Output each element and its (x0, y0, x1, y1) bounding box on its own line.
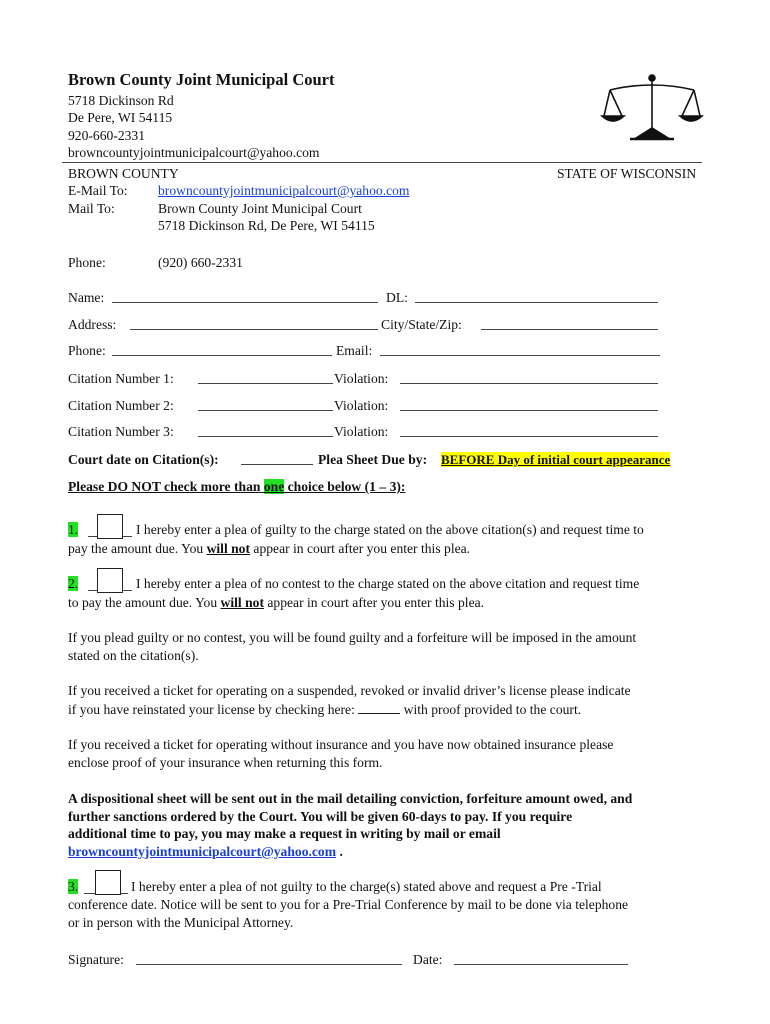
phone-label: Phone: (68, 255, 106, 270)
dispositional-notice-line1: A dispositional sheet will be sent out in the mail detailing conviction, forfeiture amount owed, and (68, 791, 633, 806)
email-to-link[interactable]: browncountyjointmunicipalcourt@yahoo.com (158, 183, 410, 198)
option1-number-label: 1. (68, 522, 79, 537)
option1-checkbox[interactable] (97, 514, 123, 539)
instruction-part-a: Please DO NOT check more than (68, 479, 264, 494)
date-field[interactable] (454, 964, 628, 965)
option2-text-line2 (68, 594, 484, 612)
choice-instruction (68, 478, 405, 496)
option1-text-line2 (68, 540, 470, 558)
option3-text-line3: or in person with the Municipal Attorney. (68, 915, 294, 930)
license-notice-text-b: if you have reinstated your license by checking here: (68, 702, 359, 717)
form-email-field[interactable] (380, 355, 660, 356)
instruction-part-b: choice below (1 – 3): (284, 479, 406, 494)
option2-number-label: 2. (68, 576, 79, 591)
violation1-field[interactable] (400, 383, 658, 384)
option2-number (68, 575, 78, 593)
plea-due-label: Plea Sheet Due by: (318, 452, 428, 467)
license-notice-line2 (68, 700, 581, 719)
dispositional-end: . (336, 844, 343, 859)
violation1-label: Violation: (334, 371, 389, 386)
insurance-notice-line1: If you received a ticket for operating without insurance and you have now obtained insurance please (68, 737, 614, 752)
city-state-zip-label: City/State/Zip: (381, 317, 462, 332)
email-to-label: E-Mail To: (68, 183, 128, 198)
insurance-notice-line2: enclose proof of your insurance when returning this form. (68, 755, 383, 770)
option2-text-c: appear in court after you enter this plea. (263, 595, 485, 610)
court-phone: 920-660-2331 (68, 128, 146, 143)
option3-text-line1: I hereby enter a plea of not guilty to the charge(s) stated above and request a Pre -Trial (131, 879, 602, 894)
form-email-label: Email: (336, 343, 373, 358)
plea-due-before: BEFORE (441, 452, 495, 467)
violation2-field[interactable] (400, 410, 658, 411)
plea-due-deadline (441, 451, 670, 469)
signature-label: Signature: (68, 952, 124, 967)
option3-text-line2: conference date. Notice will be sent to you for a Pre-Trial Conference by mail to be done via telephone (68, 897, 629, 912)
court-address-line2: De Pere, WI 54115 (68, 110, 173, 125)
citation1-field[interactable] (198, 383, 333, 384)
option1-text-b: pay the amount due. You (68, 541, 207, 556)
violation2-label: Violation: (334, 398, 389, 413)
guilty-notice-line1: If you plead guilty or no contest, you will be found guilty and a forfeiture will be imposed in the amount (68, 630, 637, 645)
option1-text-c: appear in court after you enter this plea. (250, 541, 471, 556)
license-notice-line1: If you received a ticket for operating on a suspended, revoked or invalid driver’s license please indicate (68, 683, 631, 698)
city-state-zip-field[interactable] (481, 329, 658, 330)
court-date-field[interactable] (241, 464, 313, 465)
court-address-line1: 5718 Dickinson Rd (68, 93, 174, 108)
state-label: STATE OF WISCONSIN (557, 166, 697, 181)
court-date-label: Court date on Citation(s): (68, 452, 219, 467)
option2-text-b: to pay the amount due. You (68, 595, 221, 610)
dispositional-notice-line3: additional time to pay, you may make a request in writing by mail or email (68, 826, 501, 841)
dispositional-notice-line4 (68, 843, 343, 861)
mail-to-label: Mail To: (68, 201, 115, 216)
county-label: BROWN COUNTY (68, 166, 179, 181)
dl-label: DL: (386, 290, 408, 305)
instruction-one: one (263, 479, 285, 494)
citation1-label: Citation Number 1: (68, 371, 174, 386)
option2-checkbox[interactable] (97, 568, 123, 593)
dispositional-email-link[interactable]: browncountyjointmunicipalcourt@yahoo.com (68, 844, 337, 859)
option1-number (68, 521, 78, 539)
violation3-field[interactable] (400, 436, 658, 437)
name-field[interactable] (112, 302, 378, 303)
mail-to-line1: Brown County Joint Municipal Court (158, 201, 362, 216)
guilty-notice-line2: stated on the citation(s). (68, 648, 199, 663)
plea-due-rest: Day of initial court appearance (494, 452, 671, 467)
court-email: browncountyjointmunicipalcourt@yahoo.com (68, 145, 320, 160)
dl-field[interactable] (415, 302, 658, 303)
license-reinstated-field[interactable] (358, 700, 400, 714)
scales-of-justice-icon (600, 72, 704, 144)
name-label: Name: (68, 290, 105, 305)
violation3-label: Violation: (334, 424, 389, 439)
option1-will-not: will not (206, 541, 251, 556)
option3-number-label: 3. (68, 879, 79, 894)
citation2-field[interactable] (198, 410, 333, 411)
signature-field[interactable] (136, 964, 402, 965)
court-title: Brown County Joint Municipal Court (68, 70, 335, 89)
option2-will-not: will not (220, 595, 264, 610)
option1-text-line1: I hereby enter a plea of guilty to the charge stated on the above citation(s) and request time to (136, 522, 644, 537)
citation2-label: Citation Number 2: (68, 398, 174, 413)
header-divider (62, 162, 702, 163)
date-label: Date: (413, 952, 443, 967)
address-label: Address: (68, 317, 117, 332)
phone-value: (920) 660-2331 (158, 255, 243, 270)
citation3-field[interactable] (198, 436, 333, 437)
license-notice-text-c: with proof provided to the court. (400, 702, 582, 717)
mail-to-line2: 5718 Dickinson Rd, De Pere, WI 54115 (158, 218, 375, 233)
form-phone-label: Phone: (68, 343, 106, 358)
citation3-label: Citation Number 3: (68, 424, 174, 439)
option2-text-line1: I hereby enter a plea of no contest to the charge stated on the above citation and request time (136, 576, 640, 591)
option3-number (68, 878, 78, 896)
option3-checkbox[interactable] (95, 870, 121, 895)
dispositional-notice-line2: further sanctions ordered by the Court. You will be given 60-days to pay. If you require (68, 809, 573, 824)
address-field[interactable] (130, 329, 378, 330)
form-phone-field[interactable] (112, 355, 332, 356)
